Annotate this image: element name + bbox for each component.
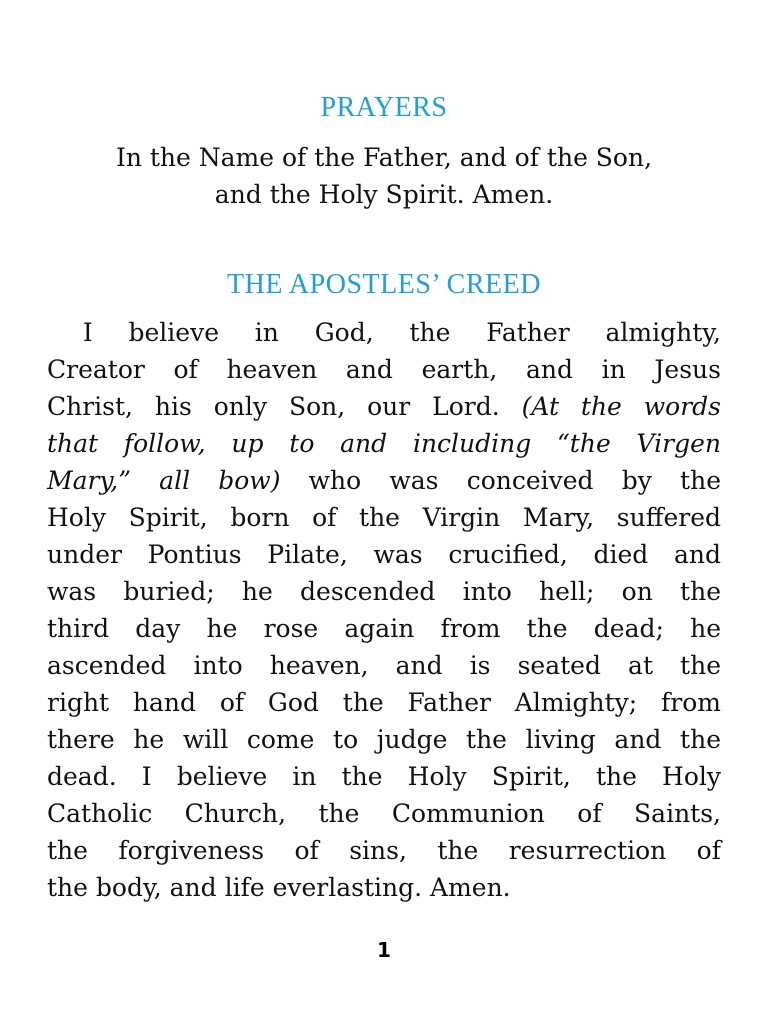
creed-line-4: [47, 425, 721, 462]
creed-rubric-middle: that follow, up to and including “the Virgen: [47, 429, 721, 458]
page-number: 1: [377, 938, 391, 962]
creed-line-16: the body, and life everlasting. Amen.: [47, 873, 511, 902]
creed-line-3-text: Christ, his only Son, our Lord.: [47, 392, 500, 421]
creed-line-5: [47, 462, 721, 499]
prayers-heading: PRAYERS: [320, 92, 448, 123]
creed-line-2: Creator of heaven and earth, and in Jesus: [47, 355, 721, 384]
creed-line-6: Holy Spirit, born of the Virgin Mary, suffered: [47, 503, 721, 532]
sign-of-cross-text: [48, 139, 720, 213]
apostles-creed-heading: THE APOSTLES’ CREED: [227, 269, 541, 300]
creed-line-10: ascended into heaven, and is seated at the: [47, 651, 721, 680]
sign-of-cross-line-2: and the Holy Spirit. Amen.: [214, 180, 554, 209]
creed-line-13: dead. I believe in the Holy Spirit, the Holy: [47, 762, 721, 791]
creed-line-11: right hand of God the Father Almighty; from: [47, 688, 721, 717]
creed-line-9: third day he rose again from the dead; he: [47, 614, 721, 643]
apostles-creed-text: [47, 314, 721, 906]
creed-line-8: was buried; he descended into hell; on the: [47, 577, 721, 606]
creed-rubric-end: Mary,” all bow): [47, 466, 281, 495]
creed-line-14: Catholic Church, the Communion of Saints,: [47, 799, 721, 828]
creed-line-1: I believe in God, the Father almighty,: [82, 318, 721, 347]
creed-rubric-start: (At the words: [521, 392, 721, 421]
sign-of-cross-line-1: In the Name of the Father, and of the Son,: [115, 143, 653, 172]
creed-line-5-text: who was conceived by the: [308, 466, 721, 495]
creed-line-15: the forgiveness of sins, the resurrection of: [47, 836, 721, 865]
creed-line-12: there he will come to judge the living and the: [47, 725, 721, 754]
creed-line-3: [47, 388, 721, 425]
creed-line-7: under Pontius Pilate, was crucified, died and: [47, 540, 721, 569]
